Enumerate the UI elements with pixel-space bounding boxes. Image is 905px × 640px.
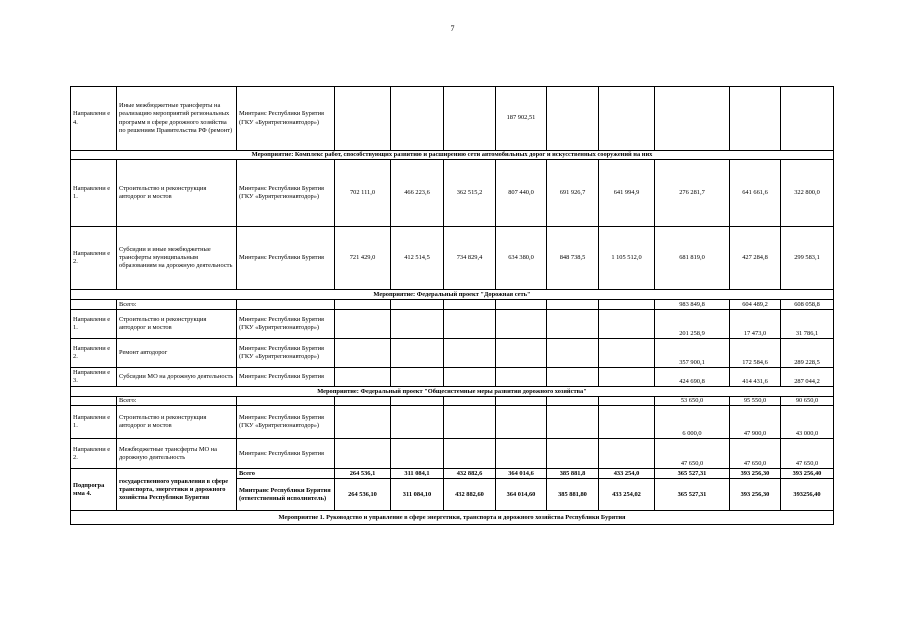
- table-row: [71, 227, 834, 290]
- value-cell: [335, 87, 391, 151]
- value-cell: [444, 397, 496, 406]
- row-name-cell: Межбюджетные трансферты МО на дорожную деятельность: [117, 439, 237, 469]
- value-cell: [444, 310, 496, 339]
- value-cell: 691 926,7: [547, 160, 599, 227]
- value-cell: 47 900,0: [730, 406, 781, 439]
- row-executor-cell: Минтранс Республики Бурятия (ГКУ «Бурятрегионавтодор»): [237, 87, 335, 151]
- value-cell: [547, 368, 599, 387]
- value-cell: [599, 310, 655, 339]
- value-cell: 983 849,8: [655, 300, 730, 310]
- value-cell: [496, 439, 547, 469]
- value-cell: [496, 406, 547, 439]
- row-name-cell: Строительство и реконструкция автодорог и мостов: [117, 406, 237, 439]
- section-header: Мероприятие: Федеральный проект "Дорожная сеть": [71, 290, 834, 300]
- section-header: Мероприятие 1. Руководство и управление в сфере энергетики, транспорта и дорожного хозяйства Республики Бурятия: [71, 511, 834, 525]
- value-cell: 264 536,1: [335, 469, 391, 479]
- value-cell: [730, 87, 781, 151]
- section-header-row: [71, 151, 834, 160]
- value-cell: [547, 310, 599, 339]
- value-cell: 47 650,0: [655, 439, 730, 469]
- section-header-row: [71, 387, 834, 397]
- value-cell: 393 256,30: [730, 479, 781, 511]
- value-cell: 433 254,02: [599, 479, 655, 511]
- value-cell: [391, 87, 444, 151]
- value-cell: [335, 439, 391, 469]
- value-cell: [391, 310, 444, 339]
- table-row: [71, 397, 834, 406]
- row-executor-cell: [237, 300, 335, 310]
- row-executor-cell: Минтранс Республики Бурятия (ГКУ «Бурятрегионавтодор»): [237, 339, 335, 368]
- value-cell: 466 223,6: [391, 160, 444, 227]
- value-cell: 264 536,10: [335, 479, 391, 511]
- row-executor-cell: Всего: [237, 469, 335, 479]
- row-executor-cell: Минтранс Республики Бурятия (ГКУ «Бурятрегионавтодор»): [237, 310, 335, 339]
- value-cell: [444, 87, 496, 151]
- value-cell: [547, 300, 599, 310]
- value-cell: [547, 397, 599, 406]
- value-cell: 807 440,0: [496, 160, 547, 227]
- value-cell: 721 429,0: [335, 227, 391, 290]
- value-cell: 172 584,6: [730, 339, 781, 368]
- value-cell: 385 881,8: [547, 469, 599, 479]
- value-cell: 201 258,9: [655, 310, 730, 339]
- value-cell: [335, 300, 391, 310]
- value-cell: [655, 87, 730, 151]
- value-cell: [496, 300, 547, 310]
- value-cell: 734 829,4: [444, 227, 496, 290]
- table-row: [71, 406, 834, 439]
- value-cell: 365 527,31: [655, 469, 730, 479]
- row-name-cell: Строительство и реконструкция автодорог и мостов: [117, 310, 237, 339]
- value-cell: 364 014,60: [496, 479, 547, 511]
- value-cell: 702 111,0: [335, 160, 391, 227]
- value-cell: 322 800,0: [781, 160, 834, 227]
- row-code-cell: Направлени е 1.: [71, 160, 117, 227]
- value-cell: [391, 300, 444, 310]
- row-code-cell: [71, 397, 117, 406]
- row-name-cell: Иные межбюджетные трансферты на реализацию мероприятий региональных программ в сфере дорожного хозяйства по решениям Правительства РФ (ремонт): [117, 87, 237, 151]
- row-code-cell: Направлени е 2.: [71, 439, 117, 469]
- row-executor-cell: Минтранс Республики Бурятия (ГКУ «Бурятрегионавтодор»): [237, 160, 335, 227]
- row-executor-cell: Минтранс Республики Бурятия: [237, 227, 335, 290]
- section-header-row: [71, 511, 834, 525]
- value-cell: [781, 87, 834, 151]
- value-cell: 53 650,0: [655, 397, 730, 406]
- value-cell: 287 044,2: [781, 368, 834, 387]
- value-cell: 424 690,8: [655, 368, 730, 387]
- value-cell: [391, 397, 444, 406]
- value-cell: [496, 368, 547, 387]
- row-code-cell: Направлени е 1.: [71, 310, 117, 339]
- value-cell: [444, 439, 496, 469]
- value-cell: 47 650,0: [781, 439, 834, 469]
- value-cell: 364 014,6: [496, 469, 547, 479]
- value-cell: 299 583,1: [781, 227, 834, 290]
- value-cell: 1 105 512,0: [599, 227, 655, 290]
- table-row: [71, 339, 834, 368]
- row-name-cell: Ремонт автодорог: [117, 339, 237, 368]
- value-cell: [547, 406, 599, 439]
- value-cell: 432 882,60: [444, 479, 496, 511]
- value-cell: [599, 397, 655, 406]
- value-cell: 47 650,0: [730, 439, 781, 469]
- row-name-cell: Строительство и реконструкция автодорог и мостов: [117, 160, 237, 227]
- table-row: [71, 439, 834, 469]
- row-code-cell: Подпрогра мма 4.: [71, 469, 117, 511]
- value-cell: 608 058,8: [781, 300, 834, 310]
- value-cell: [335, 339, 391, 368]
- section-header: Мероприятие: Комплекс работ, способствующих развитию и расширению сети автомобильных дорог и искусственных сооружений на них: [71, 151, 834, 160]
- row-executor-cell: Минтранс Республики Бурятия: [237, 368, 335, 387]
- value-cell: 311 084,1: [391, 469, 444, 479]
- value-cell: 433 254,0: [599, 469, 655, 479]
- value-cell: [496, 310, 547, 339]
- value-cell: 393 256,40: [781, 469, 834, 479]
- value-cell: [444, 368, 496, 387]
- section-header: Мероприятие: Федеральный проект "Общесистемные меры развития дорожного хозяйства": [71, 387, 834, 397]
- table-row: [71, 87, 834, 151]
- value-cell: [391, 368, 444, 387]
- value-cell: 393 256,30: [730, 469, 781, 479]
- value-cell: 681 819,0: [655, 227, 730, 290]
- value-cell: [444, 300, 496, 310]
- row-code-cell: Направлени е 1.: [71, 406, 117, 439]
- value-cell: 17 473,0: [730, 310, 781, 339]
- value-cell: 427 284,8: [730, 227, 781, 290]
- value-cell: 604 489,2: [730, 300, 781, 310]
- value-cell: 6 000,0: [655, 406, 730, 439]
- value-cell: 362 515,2: [444, 160, 496, 227]
- value-cell: 311 084,10: [391, 479, 444, 511]
- value-cell: [496, 397, 547, 406]
- budget-table: [70, 86, 834, 525]
- value-cell: [391, 439, 444, 469]
- value-cell: 393256,40: [781, 479, 834, 511]
- value-cell: [444, 339, 496, 368]
- value-cell: [335, 368, 391, 387]
- value-cell: [599, 368, 655, 387]
- row-executor-cell: Минтранс Республики Бурятия (ответственный исполнитель): [237, 479, 335, 511]
- value-cell: [335, 406, 391, 439]
- value-cell: [599, 339, 655, 368]
- value-cell: 90 650,0: [781, 397, 834, 406]
- value-cell: 357 900,1: [655, 339, 730, 368]
- value-cell: 432 882,6: [444, 469, 496, 479]
- row-executor-cell: Минтранс Республики Бурятия: [237, 439, 335, 469]
- row-code-cell: Направлени е 2.: [71, 227, 117, 290]
- value-cell: 31 786,1: [781, 310, 834, 339]
- value-cell: 187 902,51: [496, 87, 547, 151]
- subprogram-total-row: [71, 469, 834, 479]
- table-body: [71, 87, 834, 525]
- row-executor-cell: [237, 397, 335, 406]
- value-cell: 412 514,5: [391, 227, 444, 290]
- value-cell: [599, 439, 655, 469]
- value-cell: [335, 397, 391, 406]
- row-code-cell: [71, 300, 117, 310]
- value-cell: [391, 339, 444, 368]
- value-cell: 43 000,0: [781, 406, 834, 439]
- row-name-cell: Всего:: [117, 300, 237, 310]
- table-row: [71, 310, 834, 339]
- value-cell: [496, 339, 547, 368]
- value-cell: [599, 87, 655, 151]
- value-cell: [391, 406, 444, 439]
- row-code-cell: Направлени е 4.: [71, 87, 117, 151]
- row-name-cell: Субсидии и иные межбюджетные трансферты муниципальным образованиям на дорожную деятельность: [117, 227, 237, 290]
- value-cell: 848 738,5: [547, 227, 599, 290]
- table-row: [71, 368, 834, 387]
- page-number: 7: [450, 24, 455, 33]
- row-name-cell: государственного управления в сфере транспорта, энергетики и дорожного хозяйства Республики Бурятия: [117, 469, 237, 511]
- row-executor-cell: Минтранс Республики Бурятия (ГКУ «Бурятрегионавтодор»): [237, 406, 335, 439]
- row-code-cell: Направлени е 3.: [71, 368, 117, 387]
- value-cell: 276 281,7: [655, 160, 730, 227]
- table-row: [71, 160, 834, 227]
- value-cell: 289 228,5: [781, 339, 834, 368]
- value-cell: 365 527,31: [655, 479, 730, 511]
- value-cell: 95 550,0: [730, 397, 781, 406]
- value-cell: 385 881,80: [547, 479, 599, 511]
- value-cell: 634 380,0: [496, 227, 547, 290]
- value-cell: 641 661,6: [730, 160, 781, 227]
- table-row: [71, 300, 834, 310]
- value-cell: [599, 406, 655, 439]
- row-name-cell: Всего:: [117, 397, 237, 406]
- value-cell: 414 431,6: [730, 368, 781, 387]
- row-code-cell: Направлени е 2.: [71, 339, 117, 368]
- value-cell: 641 994,9: [599, 160, 655, 227]
- value-cell: [444, 406, 496, 439]
- row-name-cell: Субсидии МО на дорожную деятельность: [117, 368, 237, 387]
- value-cell: [547, 439, 599, 469]
- value-cell: [547, 87, 599, 151]
- value-cell: [599, 300, 655, 310]
- value-cell: [547, 339, 599, 368]
- value-cell: [335, 310, 391, 339]
- section-header-row: [71, 290, 834, 300]
